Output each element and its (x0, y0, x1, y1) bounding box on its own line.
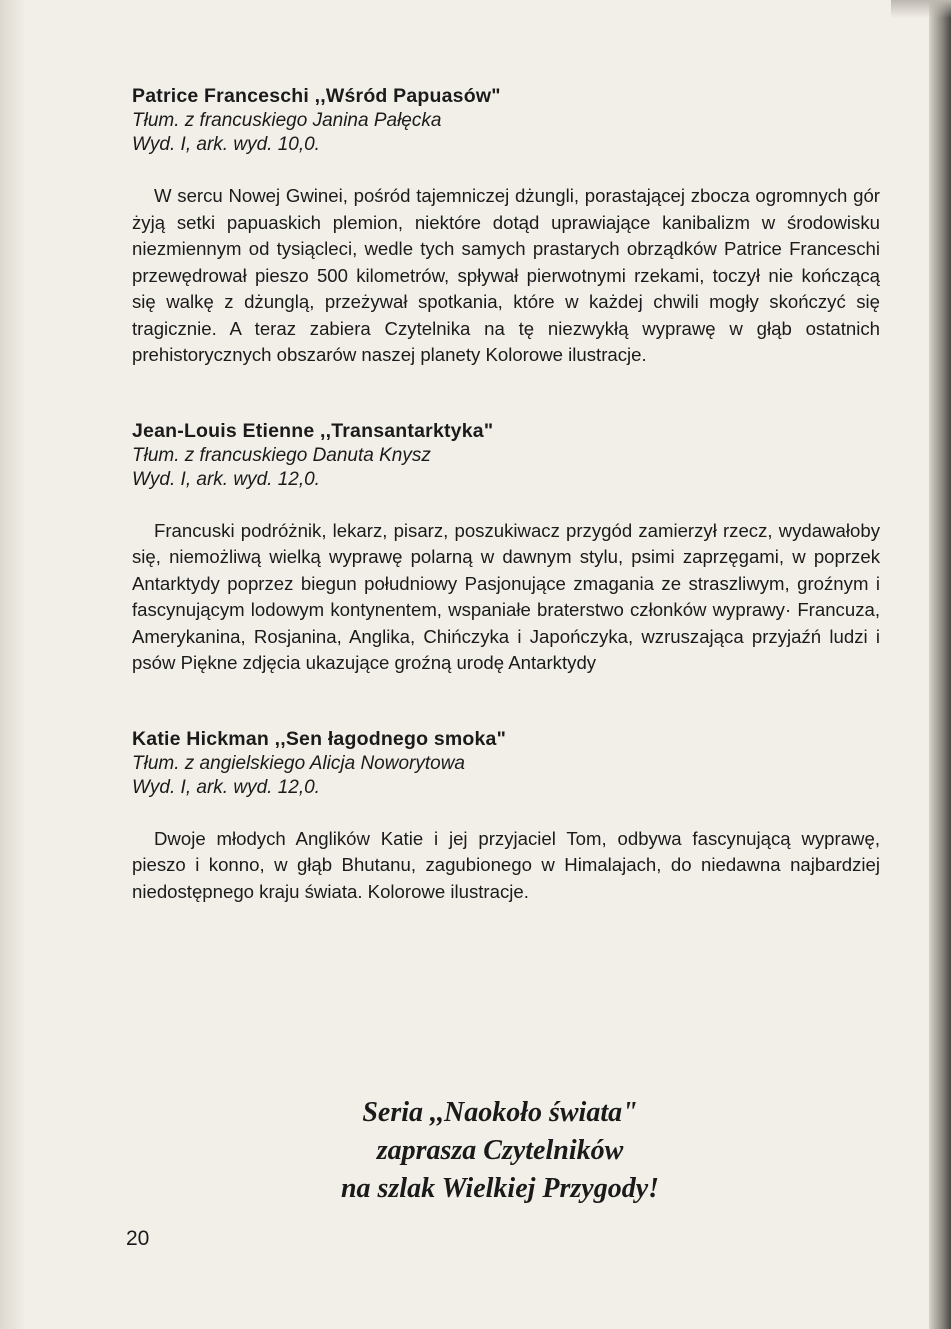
page-gutter-shadow (0, 0, 26, 1329)
book-title: Jean-Louis Etienne ,,Transantarktyka" (132, 419, 494, 442)
book-description: Dwoje młodych Anglików Katie i jej przyjaciel Tom, odbywa fascynującą wyprawę, pieszo i konno, w głąb Bhutanu, zagubionego w Himalajach, do niedawna najbardziej niedostępnego kraju świata. Kolorowe ilustracje. (132, 827, 880, 902)
book-entry-hickman (132, 727, 880, 906)
book-description: Francuski podróżnik, lekarz, pisarz, poszukiwacz przygód zamierzył rzecz, wydawałoby się, niemożliwą wielką wyprawę polarną w dawnym stylu, psimi zaprzęgami, w poprzek Antarktydy poprzez biegun południowy Pasjonujące zmagania ze straszliwym, groźnym i fascynującym lodowym kontynentem, wspaniałe braterstwo członków wyprawy· Francuza, Amerykanina, Rosjanina, Anglika, Chińczyka i Japończyka, wzruszająca przyjaźń ludzi i psów Piękne zdjęcia ukazujące groźną urodę Antarktydy (132, 519, 880, 673)
book-translation: Tłum. z francuskiego Janina Pałęcka (132, 110, 442, 131)
book-translation: Tłum. z francuskiego Danuta Knysz (132, 444, 431, 466)
book-title: Katie Hickman ,,Sen łagodnego smoka" (132, 727, 507, 750)
book-list (132, 84, 880, 955)
book-entry-etienne (132, 419, 880, 677)
page-edge (929, 0, 951, 1329)
book-description: W sercu Nowej Gwinei, pośród tajemniczej dżungli, porastającej zbocza ogromnych gór żyją setki papuaskich plemion, niektóre dotąd uprawiające kanibalizm w środowisku niezmiennym od tysiącleci, wedle tych samych prastarych obrządków Patrice Franceschi przewędrował pieszo 500 kilometrów, spływał pierwotnymi rzekami, toczył nie kończącą się walkę z dżunglą, przeżywał spotkania, które w każdej chwili mogły skończyć się tragicznie. A teraz zabiera Czytelnika na tę niezwykłą wyprawę w głąb ostatnich prehistorycznych obszarów naszej planety Kolorowe ilustracje. (132, 185, 880, 365)
book-entry-franceschi (132, 84, 880, 369)
book-edition: Wyd. I, ark. wyd. 12,0. (132, 468, 320, 490)
series-invitation-line-3: na szlak Wielkiej Przygody! (340, 1173, 660, 1204)
book-translation: Tłum. z angielskiego Alicja Noworytowa (132, 752, 465, 774)
series-invitation (250, 1094, 750, 1208)
book-title: Patrice Franceschi ,,Wśród Papuasów" (132, 85, 501, 107)
series-invitation-line-2: zaprasza Czytelników (376, 1135, 624, 1166)
book-header (132, 84, 880, 157)
book-edition: Wyd. I, ark. wyd. 10,0. (132, 134, 320, 155)
book-header (132, 727, 880, 800)
page-corner (891, 0, 951, 18)
series-invitation-line-1: Seria ,,Naokoło świata" (362, 1097, 638, 1128)
page-number: 20 (126, 1227, 150, 1250)
book-edition: Wyd. I, ark. wyd. 12,0. (132, 776, 320, 798)
book-header (132, 419, 880, 492)
